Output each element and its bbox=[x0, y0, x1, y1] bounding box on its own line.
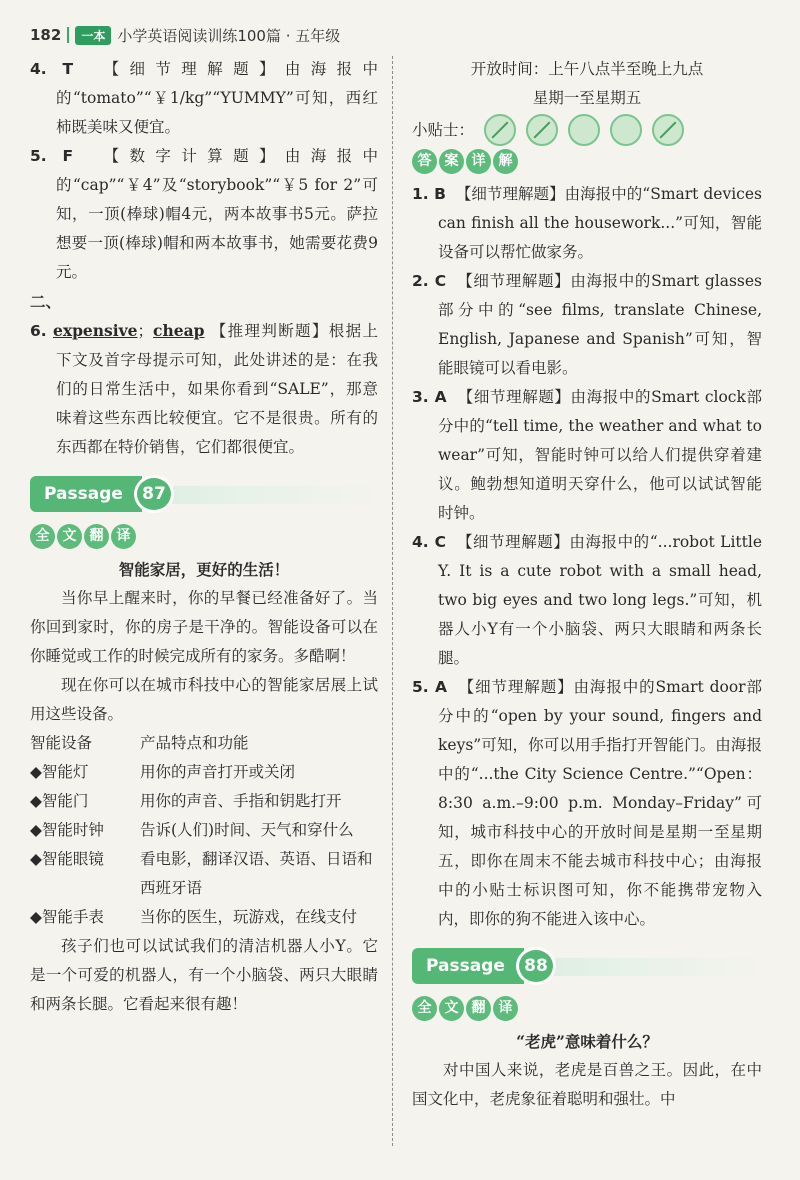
section-two-label: 二、 bbox=[30, 292, 62, 311]
left-column bbox=[30, 55, 378, 1019]
device-desc: 告诉(人们)时间、天气和穿什么 bbox=[140, 821, 354, 839]
open-days: 星期一至星期五 bbox=[532, 89, 642, 107]
paragraph-2: 现在你可以在城市科技中心的智能家居展上试用这些设备。 bbox=[30, 676, 378, 723]
passage-title: 智能家居，更好的生活！ bbox=[118, 560, 290, 579]
device-name: ◆智能灯 bbox=[30, 763, 89, 781]
answer-text: 【细节理解题】由海报中的Smart glasses部分中的“see films, translate Chinese, English, Japanese and Spanish”可知，智能眼镜可以看电影。 bbox=[438, 272, 763, 377]
answer-2 bbox=[412, 267, 762, 383]
answer-separator: ； bbox=[137, 322, 154, 340]
passage-label: Passage bbox=[412, 948, 524, 984]
paragraph-3: 孩子们也可以试试我们的清洁机器人小Y。它是一个可爱的机器人，有一个小脑袋、两只大眼睛和两条长腿。它看起来很有趣！ bbox=[30, 937, 378, 1013]
no-touch-icon bbox=[652, 114, 684, 146]
table-header-features: 产品特点和功能 bbox=[140, 734, 249, 752]
device-desc: 看电影，翻译汉语、英语、日语和西班牙语 bbox=[140, 850, 373, 897]
heading-char: 文 bbox=[57, 524, 82, 549]
heading-char: 翻 bbox=[466, 996, 491, 1021]
answer-text: 【细节理解题】由海报中的“tomato”“￥1/kg”“YUMMY”可知，西红柿既美味又便宜。 bbox=[56, 60, 378, 136]
heading-char: 全 bbox=[412, 996, 437, 1021]
brand-logo: 一本 bbox=[75, 26, 111, 45]
answer-number: 2. C bbox=[412, 272, 447, 290]
answer-number: 1. B bbox=[412, 185, 446, 203]
device-name: ◆智能门 bbox=[30, 792, 89, 810]
passage-number: 87 bbox=[134, 475, 174, 513]
answer-text: 【细节理解题】由海报中的“...robot Little Y. It is a cute robot with a small head, two big eyes and two long legs.”可知，机器人小Y有一个小脑袋、两只大眼睛和两条长腿。 bbox=[438, 533, 762, 667]
device-name: ◆智能眼镜 bbox=[30, 850, 104, 868]
answer-6 bbox=[30, 316, 378, 462]
heading-char: 译 bbox=[493, 996, 518, 1021]
passage-banner-88 bbox=[412, 948, 762, 986]
passage-label: Passage bbox=[30, 476, 142, 512]
device-name: ◆智能手表 bbox=[30, 908, 104, 926]
heading-char: 文 bbox=[439, 996, 464, 1021]
answer-number: 6. bbox=[30, 322, 47, 340]
answer-4 bbox=[412, 528, 762, 673]
header-divider bbox=[67, 27, 69, 43]
section-heading-translation bbox=[412, 996, 762, 1021]
tips-label: 小贴士： bbox=[412, 121, 475, 139]
heading-char: 解 bbox=[493, 149, 518, 174]
device-row bbox=[30, 903, 378, 932]
device-table-header bbox=[30, 729, 378, 758]
answer-5 bbox=[412, 673, 762, 934]
device-name: ◆智能时钟 bbox=[30, 821, 104, 839]
no-food-icon bbox=[526, 114, 558, 146]
section-heading-translation bbox=[30, 524, 378, 549]
book-title: 小学英语阅读训练100篇 · 五年级 bbox=[117, 26, 341, 45]
right-column bbox=[412, 55, 762, 1114]
no-pets-icon bbox=[484, 114, 516, 146]
answer-3 bbox=[412, 383, 762, 528]
answer-text: 【数字计算题】由海报中的“cap”“￥4”及“storybook”“￥5 for 2”可知，一顶(棒球)帽4元，两本故事书5元。萨拉想要一顶(棒球)帽和两本故事书，她需要花费9元。 bbox=[56, 147, 378, 281]
heading-char: 答 bbox=[412, 149, 437, 174]
device-desc: 用你的声音打开或关闭 bbox=[140, 763, 296, 781]
heading-char: 案 bbox=[439, 149, 464, 174]
answer-number: 4. T bbox=[30, 60, 74, 78]
heading-char: 译 bbox=[111, 524, 136, 549]
device-row bbox=[30, 845, 378, 903]
answer-5 bbox=[30, 142, 378, 287]
device-row bbox=[30, 816, 378, 845]
answer-word-2: cheap bbox=[153, 321, 205, 340]
device-desc: 用你的声音、手指和钥匙打开 bbox=[140, 792, 342, 810]
paragraph-1: 当你早上醒来时，你的早餐已经准备好了。当你回到家时，你的房子是干净的。智能设备可以在你睡觉或工作的时候完成所有的家务。多酷啊！ bbox=[30, 589, 378, 665]
heading-char: 全 bbox=[30, 524, 55, 549]
answer-number: 5. F bbox=[30, 147, 74, 165]
device-row bbox=[30, 758, 378, 787]
table-header-device: 智能设备 bbox=[30, 734, 93, 752]
answer-4 bbox=[30, 55, 378, 142]
page-header bbox=[30, 22, 340, 48]
heading-char: 翻 bbox=[84, 524, 109, 549]
answer-text: 【细节理解题】由海报中的“Smart devices can finish all the housework...”可知，智能设备可以帮忙做家务。 bbox=[438, 185, 762, 261]
passage-banner-87 bbox=[30, 476, 378, 514]
answer-number: 3. A bbox=[412, 388, 447, 406]
answer-text: 【细节理解题】由海报中的Smart door部分中的“open by your sound, fingers and keys”可知，你可以用手指打开智能门。由海报中的“...the City Science Centre.”“Open：8:30 a.m.–9:00 p.m. Monday–Friday”可知，城市科技中心的开放时间是星期一至星期五，即你在周末不能去城市科技中心；由海报中的小贴士标识图可知，你不能携带宠物入内，即你的狗不能进入该中心。 bbox=[438, 678, 762, 928]
tips-row bbox=[412, 113, 762, 147]
paragraph-1: 对中国人来说，老虎是百兽之王。因此，在中国文化中，老虎象征着聪明和强壮。中 bbox=[412, 1061, 762, 1108]
column-divider bbox=[392, 56, 393, 1146]
open-time: 开放时间：上午八点半至晚上九点 bbox=[470, 60, 704, 78]
answer-word-1: expensive bbox=[52, 321, 138, 340]
device-row bbox=[30, 787, 378, 816]
answer-text: 【推理判断题】根据上下文及首字母提示可知，此处讲述的是：在我们的日常生活中，如果你看到“SALE”，那意味着这些东西比较便宜。它不是很贵。所有的东西都在特价销售，它们都很便宜。 bbox=[56, 322, 378, 456]
passage-number: 88 bbox=[516, 947, 556, 985]
page-number: 182 bbox=[30, 26, 62, 44]
answer-number: 5. A bbox=[412, 678, 447, 696]
section-heading-answers bbox=[412, 149, 762, 174]
answer-text: 【细节理解题】由海报中的Smart clock部分中的“tell time, the weather and what to wear”可知，智能时钟可以给人们提供穿着建议。鲍勃想知道明天穿什么，他可以试试智能时钟。 bbox=[438, 388, 762, 522]
passage-title: “老虎”意味着什么？ bbox=[516, 1032, 658, 1051]
answer-1 bbox=[412, 180, 762, 267]
camera-icon bbox=[568, 114, 600, 146]
info-icon bbox=[610, 114, 642, 146]
answer-number: 4. C bbox=[412, 533, 447, 551]
device-desc: 当你的医生，玩游戏，在线支付 bbox=[140, 908, 358, 926]
heading-char: 详 bbox=[466, 149, 491, 174]
